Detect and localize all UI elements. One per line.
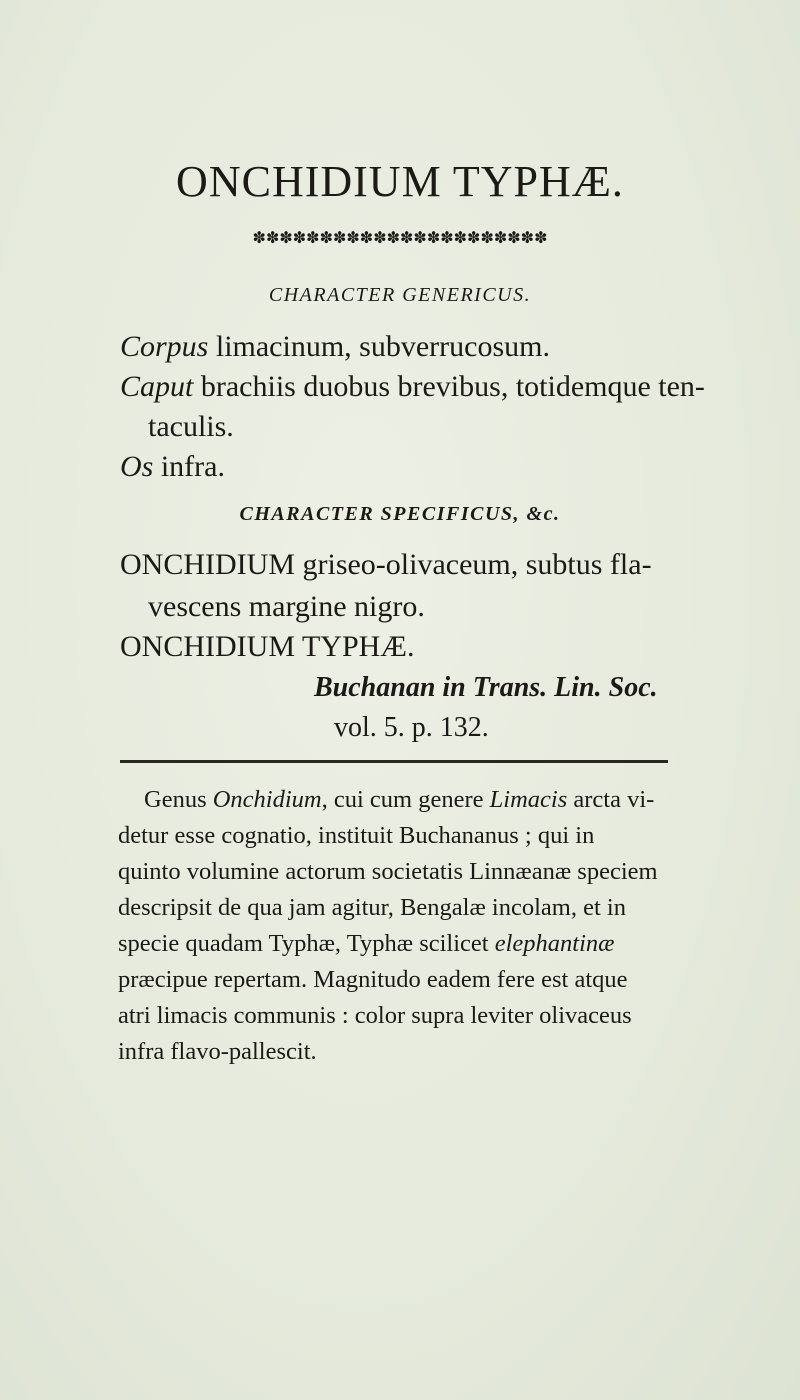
generic-text-1: limacinum, subverrucosum. bbox=[208, 330, 550, 363]
specific-heading: CHARACTER SPECIFICUS, &c. bbox=[239, 503, 561, 525]
page-title: ONCHIDIUM TYPHÆ. bbox=[176, 157, 624, 206]
generic-line-4 bbox=[120, 450, 225, 484]
generic-label-corpus: Corpus bbox=[120, 330, 209, 363]
body-line-2: detur esse cognatio, instituit Buchananus ; qui in bbox=[118, 822, 595, 849]
body-text: specie quadam Typhæ, Typhæ scilicet bbox=[118, 930, 495, 957]
body-text: , cui cum genere bbox=[321, 786, 490, 813]
body-line-6: præcipue repertam. Magnitudo eadem fere est atque bbox=[118, 966, 628, 993]
generic-text-4: infra. bbox=[153, 450, 225, 483]
body-line-8: infra flavo-pallescit. bbox=[118, 1038, 317, 1065]
body-text: Genus bbox=[144, 786, 213, 813]
specific-line-2: vescens margine nigro. bbox=[148, 590, 425, 623]
body-italic: elephantinæ bbox=[494, 930, 615, 957]
body-line-3: quinto volumine actorum societatis Linnæanæ speciem bbox=[118, 858, 658, 885]
generic-heading: CHARACTER GENERICUS. bbox=[268, 284, 532, 306]
divider-rule bbox=[120, 760, 668, 763]
generic-label-os: Os bbox=[120, 450, 154, 483]
body-line-1 bbox=[144, 786, 654, 814]
specific-line-1: ONCHIDIUM griseo-olivaceum, subtus fla- bbox=[120, 548, 652, 581]
star-ornament: ✽✽✽✽✽✽✽✽✽✽✽✽✽✽✽✽✽✽✽✽✽✽ bbox=[252, 228, 548, 247]
specific-line-3: ONCHIDIUM TYPHÆ. bbox=[120, 630, 415, 663]
generic-line-2 bbox=[120, 370, 705, 404]
generic-label-caput: Caput bbox=[120, 370, 194, 403]
generic-text-2: brachiis duobus brevibus, totidemque ten- bbox=[193, 370, 705, 403]
generic-line-3: taculis. bbox=[148, 410, 234, 443]
body-line-7: atri limacis communis : color supra leviter olivaceus bbox=[118, 1002, 632, 1029]
body-text: arcta vi- bbox=[567, 786, 655, 813]
generic-line-1 bbox=[120, 330, 550, 364]
body-italic: Onchidium bbox=[212, 786, 322, 813]
body-line-5 bbox=[118, 930, 614, 958]
specific-reference: Buchanan in Trans. Lin. Soc. bbox=[314, 672, 658, 703]
body-italic: Limacis bbox=[489, 786, 568, 813]
specific-volume: vol. 5. p. 132. bbox=[334, 712, 489, 743]
body-line-4: descripsit de qua jam agitur, Bengalæ incolam, et in bbox=[118, 894, 626, 921]
